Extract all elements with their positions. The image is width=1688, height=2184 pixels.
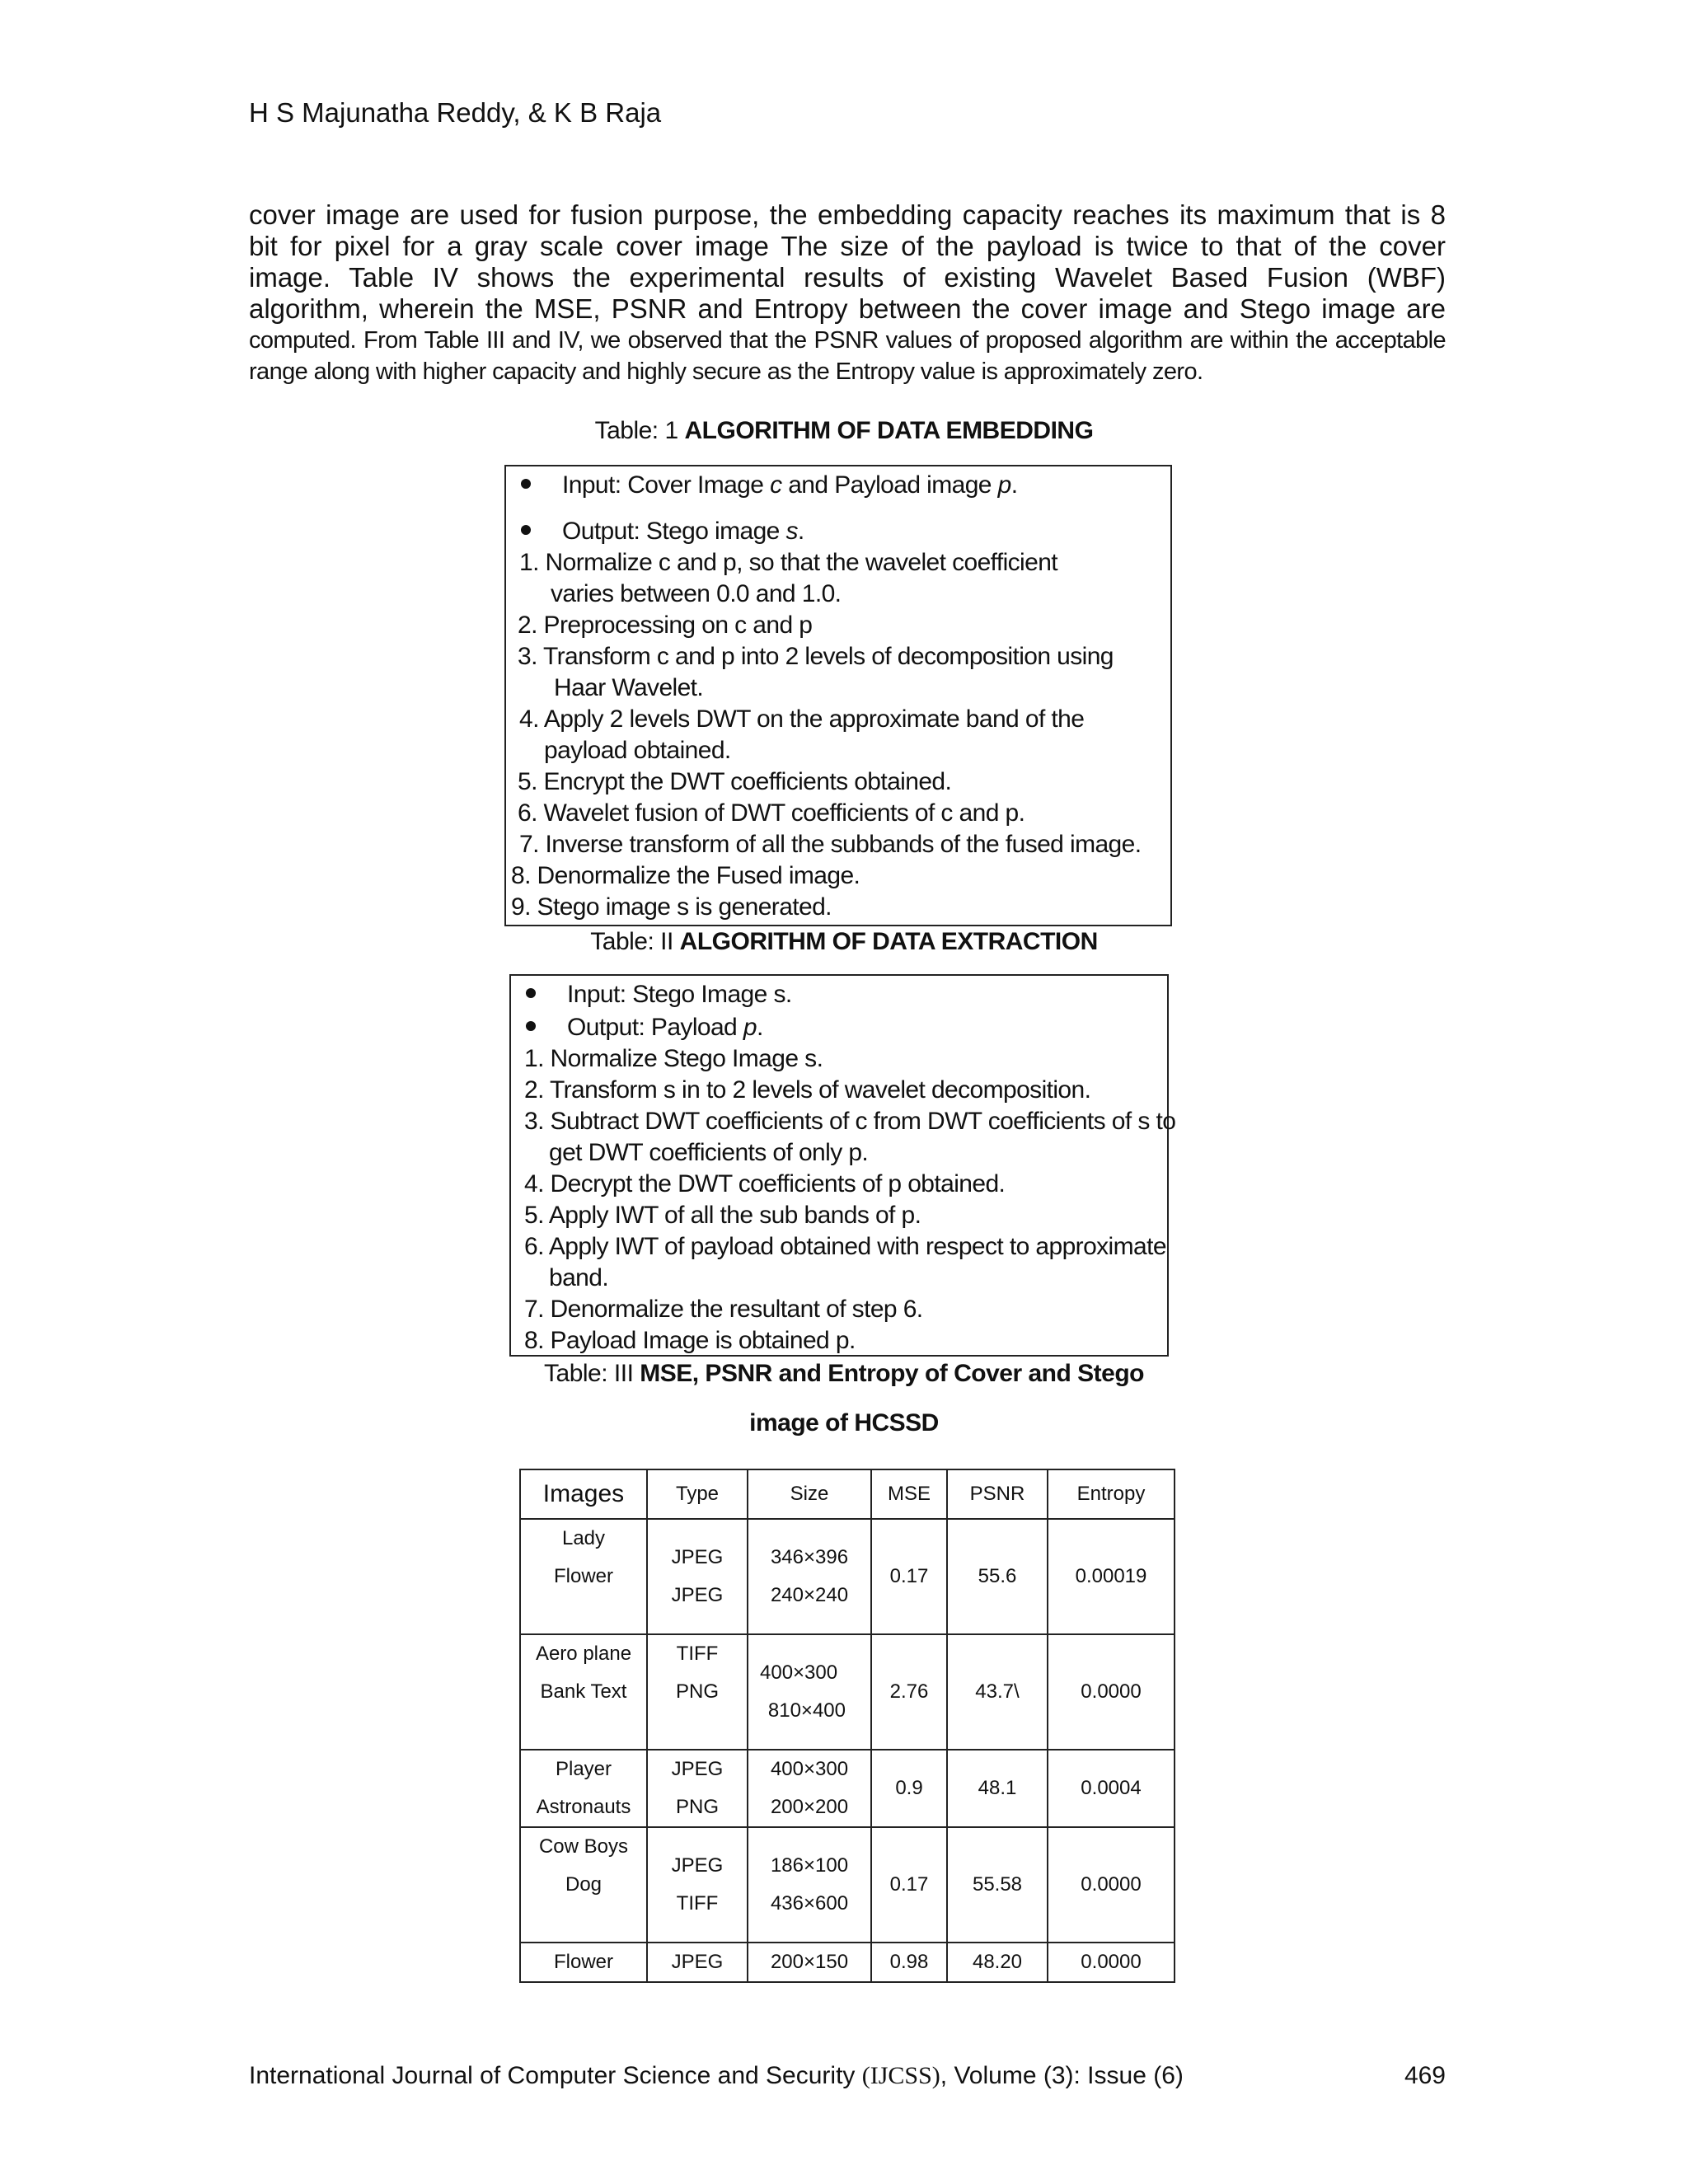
paragraph-line: cover image are used for fusion purpose, the embedding capacity reaches its maximum that is 8 bbox=[249, 199, 1446, 230]
cell-type: TIFF PNG bbox=[647, 1634, 748, 1750]
cell-mse: 0.17 bbox=[871, 1519, 947, 1634]
cell-type: JPEG bbox=[647, 1943, 748, 1982]
table1-step: 9. Stego image s is generated. bbox=[511, 893, 832, 921]
table2-step: 4. Decrypt the DWT coefficients of p obtained. bbox=[524, 1170, 1006, 1197]
bullet-text: Output: Payload bbox=[567, 1014, 743, 1041]
table2-step: 3. Subtract DWT coefficients of c from DWT coefficients of s to bbox=[524, 1108, 1176, 1135]
cell-size: 346×396 240×240 bbox=[748, 1519, 871, 1634]
cell-entropy: 0.0000 bbox=[1048, 1943, 1175, 1982]
bullet-text: . bbox=[797, 518, 804, 545]
cell-type: JPEG PNG bbox=[647, 1750, 748, 1827]
bullet-icon bbox=[526, 988, 536, 998]
cell-size: 186×100 436×600 bbox=[748, 1827, 871, 1943]
table3-caption-title-cont: image of HCSSD bbox=[749, 1409, 939, 1436]
cell-entropy: 0.00019 bbox=[1048, 1519, 1175, 1634]
table2-step: 6. Apply IWT of payload obtained with respect to approximate bbox=[524, 1233, 1166, 1260]
table1-step: 2. Preprocessing on c and p bbox=[518, 612, 813, 639]
table2-algorithm-box bbox=[509, 974, 1176, 1357]
cell-psnr: 55.58 bbox=[947, 1827, 1048, 1943]
table3-caption-line1 bbox=[0, 1360, 1688, 1388]
table2-caption bbox=[0, 928, 1688, 956]
table2-caption-prefix: Table: II bbox=[590, 928, 680, 955]
bullet-icon bbox=[521, 525, 531, 535]
var-p: p bbox=[997, 471, 1011, 499]
bullet-text: and Payload image bbox=[781, 471, 998, 499]
cell-psnr: 43.7\ bbox=[947, 1634, 1048, 1750]
table1-bullet-output bbox=[521, 518, 804, 546]
header-images: Images bbox=[520, 1469, 647, 1519]
table2-step: 2. Transform s in to 2 levels of wavelet decomposition. bbox=[524, 1076, 1091, 1104]
footer-journal-abbrev: (IJCSS) bbox=[861, 2062, 940, 2089]
table1-caption-title: ALGORITHM OF DATA EMBEDDING bbox=[684, 417, 1094, 444]
cell-images: Player Astronauts bbox=[520, 1750, 647, 1827]
table2-step-cont: band. bbox=[549, 1264, 609, 1291]
cell-mse: 0.98 bbox=[871, 1943, 947, 1982]
cell-images: Aero plane Bank Text bbox=[520, 1634, 647, 1750]
footer-journal-name: International Journal of Computer Science and Security bbox=[249, 2062, 862, 2089]
bullet-text: Output: Stego image bbox=[562, 518, 786, 545]
cell-size: 200×150 bbox=[748, 1943, 871, 1982]
bullet-text: . bbox=[1010, 471, 1018, 499]
table1-step: 4. Apply 2 levels DWT on the approximate band of the bbox=[519, 705, 1085, 733]
table1-step: 7. Inverse transform of all the subbands of the fused image. bbox=[519, 831, 1142, 858]
cell-type: JPEG JPEG bbox=[647, 1519, 748, 1634]
table-row bbox=[520, 1750, 1175, 1827]
table1-step: 5. Encrypt the DWT coefficients obtained. bbox=[518, 768, 952, 795]
cell-mse: 0.9 bbox=[871, 1750, 947, 1827]
cell-mse: 2.76 bbox=[871, 1634, 947, 1750]
var-p: p bbox=[743, 1014, 757, 1041]
page-number: 469 bbox=[1404, 2062, 1446, 2089]
bullet-text: Input: Cover Image bbox=[562, 471, 771, 499]
table-header-row bbox=[520, 1469, 1175, 1519]
header-type: Type bbox=[647, 1469, 748, 1519]
results-table bbox=[519, 1469, 1175, 1983]
table2-bullet-input bbox=[526, 981, 792, 1009]
table3-caption-line2 bbox=[0, 1409, 1688, 1437]
table1-step-cont: varies between 0.0 and 1.0. bbox=[551, 580, 842, 607]
cell-entropy: 0.0004 bbox=[1048, 1750, 1175, 1827]
var-s: s bbox=[785, 518, 798, 545]
table2-step: 5. Apply IWT of all the sub bands of p. bbox=[524, 1202, 921, 1229]
table-row bbox=[520, 1827, 1175, 1943]
cell-images: Cow Boys Dog bbox=[520, 1827, 647, 1943]
table1-step: 1. Normalize c and p, so that the wavelet coefficient bbox=[519, 549, 1058, 576]
table1-caption-prefix: Table: 1 bbox=[594, 417, 685, 444]
table-row bbox=[520, 1634, 1175, 1750]
cell-psnr: 48.20 bbox=[947, 1943, 1048, 1982]
header-size: Size bbox=[748, 1469, 871, 1519]
table1-step: 3. Transform c and p into 2 levels of decomposition using bbox=[518, 643, 1114, 670]
paragraph-line: image. Table IV shows the experimental results of existing Wavelet Based Fusion (WBF) bbox=[249, 262, 1446, 293]
table2-step: 1. Normalize Stego Image s. bbox=[524, 1045, 823, 1072]
table1-bullet-input bbox=[521, 471, 1017, 499]
cell-size: 400×300 810×400 bbox=[748, 1634, 871, 1750]
table1-caption bbox=[0, 417, 1688, 445]
cell-images: Flower bbox=[520, 1943, 647, 1982]
bullet-text: Input: Stego Image s. bbox=[567, 981, 792, 1008]
table2-caption-title: ALGORITHM OF DATA EXTRACTION bbox=[679, 928, 1098, 955]
paragraph-line: range along with higher capacity and highly secure as the Entropy value is approximately zero. bbox=[249, 359, 1203, 385]
paragraph-line: algorithm, wherein the MSE, PSNR and Entropy between the cover image and Stego image are bbox=[249, 293, 1446, 324]
header-mse: MSE bbox=[871, 1469, 947, 1519]
table1-step: 6. Wavelet fusion of DWT coefficients of c and p. bbox=[518, 799, 1025, 827]
table2-bullet-output bbox=[526, 1014, 763, 1042]
table2-step-cont: get DWT coefficients of only p. bbox=[549, 1139, 869, 1166]
table1-algorithm-box bbox=[504, 465, 1172, 926]
table2-step: 7. Denormalize the resultant of step 6. bbox=[524, 1296, 923, 1323]
cell-mse: 0.17 bbox=[871, 1827, 947, 1943]
running-header: H S Majunatha Reddy, & K B Raja bbox=[249, 97, 662, 128]
cell-entropy: 0.0000 bbox=[1048, 1827, 1175, 1943]
table2-step: 8. Payload Image is obtained p. bbox=[524, 1327, 856, 1354]
paragraph-line: computed. From Table III and IV, we observed that the PSNR values of proposed algorithm are within the acceptable bbox=[249, 327, 1446, 354]
header-entropy: Entropy bbox=[1048, 1469, 1175, 1519]
table1-step: 8. Denormalize the Fused image. bbox=[511, 862, 860, 889]
var-c: c bbox=[770, 471, 782, 499]
cell-images: Lady Flower bbox=[520, 1519, 647, 1634]
cell-psnr: 55.6 bbox=[947, 1519, 1048, 1634]
footer-journal bbox=[249, 2062, 1184, 2090]
cell-entropy: 0.0000 bbox=[1048, 1634, 1175, 1750]
table3-caption-title: MSE, PSNR and Entropy of Cover and Stego bbox=[640, 1360, 1144, 1387]
cell-psnr: 48.1 bbox=[947, 1750, 1048, 1827]
bullet-icon bbox=[521, 479, 531, 489]
header-psnr: PSNR bbox=[947, 1469, 1048, 1519]
table-row bbox=[520, 1519, 1175, 1634]
bullet-icon bbox=[526, 1021, 536, 1031]
table1-step-cont: payload obtained. bbox=[544, 737, 731, 764]
table3-caption-prefix: Table: III bbox=[544, 1360, 640, 1387]
table1-step-cont: Haar Wavelet. bbox=[554, 674, 704, 701]
paragraph-line: bit for pixel for a gray scale cover image The size of the payload is twice to that of the cover bbox=[249, 231, 1446, 261]
cell-size: 400×300 200×200 bbox=[748, 1750, 871, 1827]
bullet-text: . bbox=[756, 1014, 763, 1041]
table-row bbox=[520, 1943, 1175, 1982]
footer-volume-issue: , Volume (3): Issue (6) bbox=[940, 2062, 1184, 2089]
body-paragraph bbox=[249, 199, 1446, 387]
cell-type: JPEG TIFF bbox=[647, 1827, 748, 1943]
